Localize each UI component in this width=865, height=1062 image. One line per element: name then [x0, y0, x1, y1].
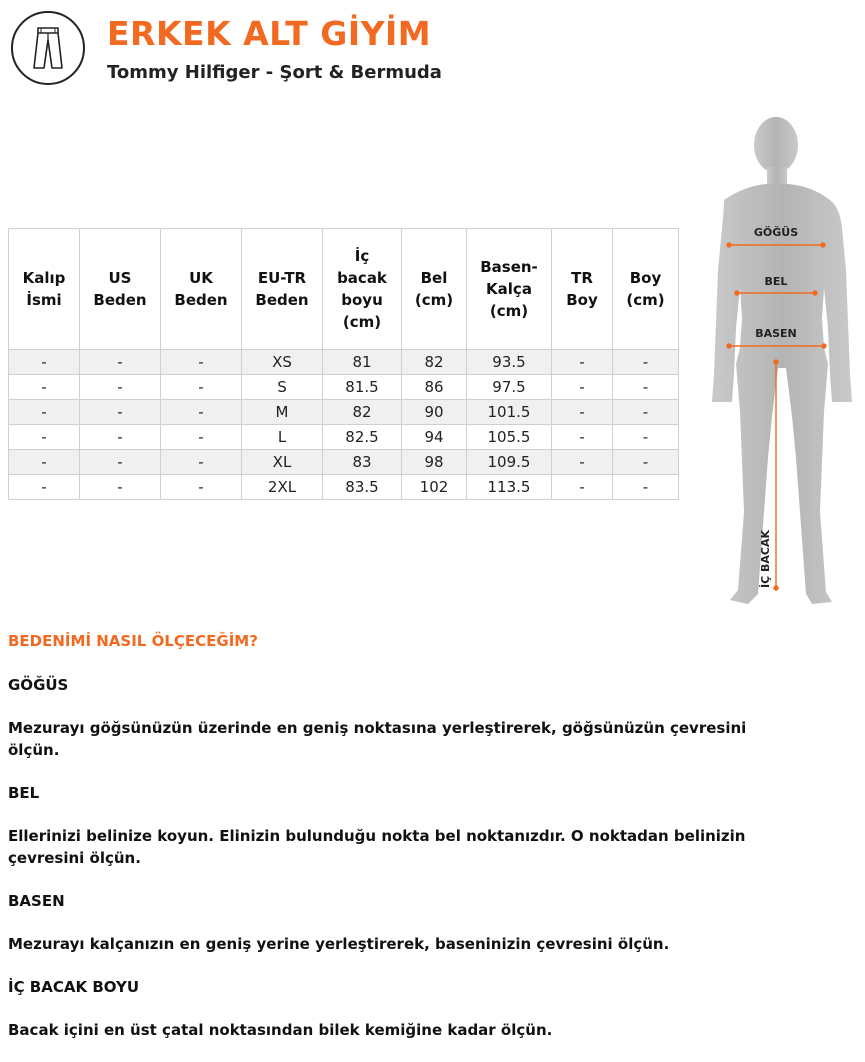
table-cell: 83.5 — [323, 475, 402, 500]
header-cell — [161, 229, 242, 350]
guide-section-text: Mezurayı göğsünüzün üzerinde en geniş noktasına yerleştirerek, göğsünüzün çevresini ölçün. — [8, 719, 747, 759]
table-cell: - — [613, 375, 679, 400]
table-cell: 98 — [402, 450, 467, 475]
table-cell: - — [9, 375, 80, 400]
table-cell: - — [80, 400, 161, 425]
table-cell: 113.5 — [467, 475, 552, 500]
header-label: EU-TR Beden — [255, 269, 309, 309]
table-cell: - — [552, 350, 613, 375]
table-cell: - — [552, 400, 613, 425]
table-cell: - — [161, 375, 242, 400]
header-label: US Beden — [93, 269, 147, 309]
header-cell — [552, 229, 613, 350]
table-cell: - — [9, 400, 80, 425]
table-cell: 81 — [323, 350, 402, 375]
table-row — [9, 425, 679, 450]
table-cell: 97.5 — [467, 375, 552, 400]
table-cell: - — [80, 450, 161, 475]
table-cell: - — [80, 350, 161, 375]
inseam-label: İÇ BACAK — [759, 529, 772, 588]
table-cell: 82 — [323, 400, 402, 425]
header-cell — [9, 229, 80, 350]
pants-icon — [11, 11, 85, 85]
table-cell: - — [9, 475, 80, 500]
table-row — [9, 450, 679, 475]
table-cell: 82 — [402, 350, 467, 375]
table-cell: 2XL — [242, 475, 323, 500]
guide-section-text: Ellerinizi belinize koyun. Elinizin bulunduğu nokta bel noktanızdır. O noktadan belinizin çevresini ölçün. — [8, 827, 746, 867]
table-cell: - — [552, 450, 613, 475]
table-cell: - — [161, 425, 242, 450]
table-cell: 94 — [402, 425, 467, 450]
guide-section-text: Mezurayı kalçanızın en geniş yerine yerleştirerek, baseninizin çevresini ölçün. — [8, 935, 670, 953]
guide-section-text: Bacak içini en üst çatal noktasından bilek kemiğine kadar ölçün. — [8, 1021, 553, 1039]
table-cell: XS — [242, 350, 323, 375]
body-silhouette-icon — [700, 112, 865, 612]
header-label: UK Beden — [174, 269, 228, 309]
table-cell: 83 — [323, 450, 402, 475]
guide-section-title: GÖĞÜS — [8, 676, 69, 694]
body-measurement-figure — [700, 112, 865, 612]
table-cell: - — [80, 475, 161, 500]
table-cell: 81.5 — [323, 375, 402, 400]
table-cell: - — [161, 350, 242, 375]
header-label: Bel (cm) — [414, 269, 454, 309]
table-cell: - — [552, 425, 613, 450]
header-cell — [242, 229, 323, 350]
table-cell: S — [242, 375, 323, 400]
header-cell — [402, 229, 467, 350]
waist-label: BEL — [764, 275, 788, 288]
table-cell: 86 — [402, 375, 467, 400]
header-cell — [467, 229, 552, 350]
guide-section-title: BASEN — [8, 892, 65, 910]
header-label: Kalıp İsmi — [22, 269, 66, 309]
guide-section-title: BEL — [8, 784, 40, 802]
table-cell: - — [80, 375, 161, 400]
table-cell: - — [9, 350, 80, 375]
table-cell: 105.5 — [467, 425, 552, 450]
table-cell: - — [80, 425, 161, 450]
header-label: TR Boy — [566, 269, 598, 309]
table-cell: - — [613, 450, 679, 475]
table-cell: - — [9, 450, 80, 475]
table-cell: M — [242, 400, 323, 425]
header-cell — [323, 229, 402, 350]
table-cell: - — [161, 450, 242, 475]
table-row — [9, 350, 679, 375]
table-cell: L — [242, 425, 323, 450]
table-row — [9, 475, 679, 500]
table-cell: 101.5 — [467, 400, 552, 425]
table-cell: 82.5 — [323, 425, 402, 450]
header-label: Basen-Kalça (cm) — [480, 258, 538, 320]
chest-label: GÖĞÜS — [753, 226, 799, 239]
table-cell: - — [613, 400, 679, 425]
page-title: ERKEK ALT GİYİM — [107, 14, 432, 53]
size-table — [8, 228, 679, 500]
table-cell: 102 — [402, 475, 467, 500]
table-cell: - — [161, 475, 242, 500]
table-cell: - — [613, 475, 679, 500]
table-cell: 93.5 — [467, 350, 552, 375]
header-label: Boy (cm) — [626, 269, 665, 309]
table-row — [9, 375, 679, 400]
header-label: İç bacak boyu (cm) — [337, 247, 387, 331]
table-cell: - — [161, 400, 242, 425]
table-header-row — [9, 229, 679, 350]
guide-section-title: İÇ BACAK BOYU — [8, 978, 140, 996]
header-cell — [80, 229, 161, 350]
table-cell: - — [613, 350, 679, 375]
table-cell: 90 — [402, 400, 467, 425]
table-cell: XL — [242, 450, 323, 475]
table-cell: - — [552, 375, 613, 400]
table-cell: - — [9, 425, 80, 450]
hip-label: BASEN — [755, 327, 797, 340]
table-cell: 109.5 — [467, 450, 552, 475]
header-cell — [613, 229, 679, 350]
measurement-guide — [8, 630, 808, 1062]
table-row — [9, 400, 679, 425]
table-cell: - — [552, 475, 613, 500]
guide-heading: BEDENİMİ NASIL ÖLÇECEĞİM? — [8, 632, 258, 650]
table-cell: - — [613, 425, 679, 450]
page-subtitle: Tommy Hilfiger - Şort & Bermuda — [107, 62, 442, 83]
